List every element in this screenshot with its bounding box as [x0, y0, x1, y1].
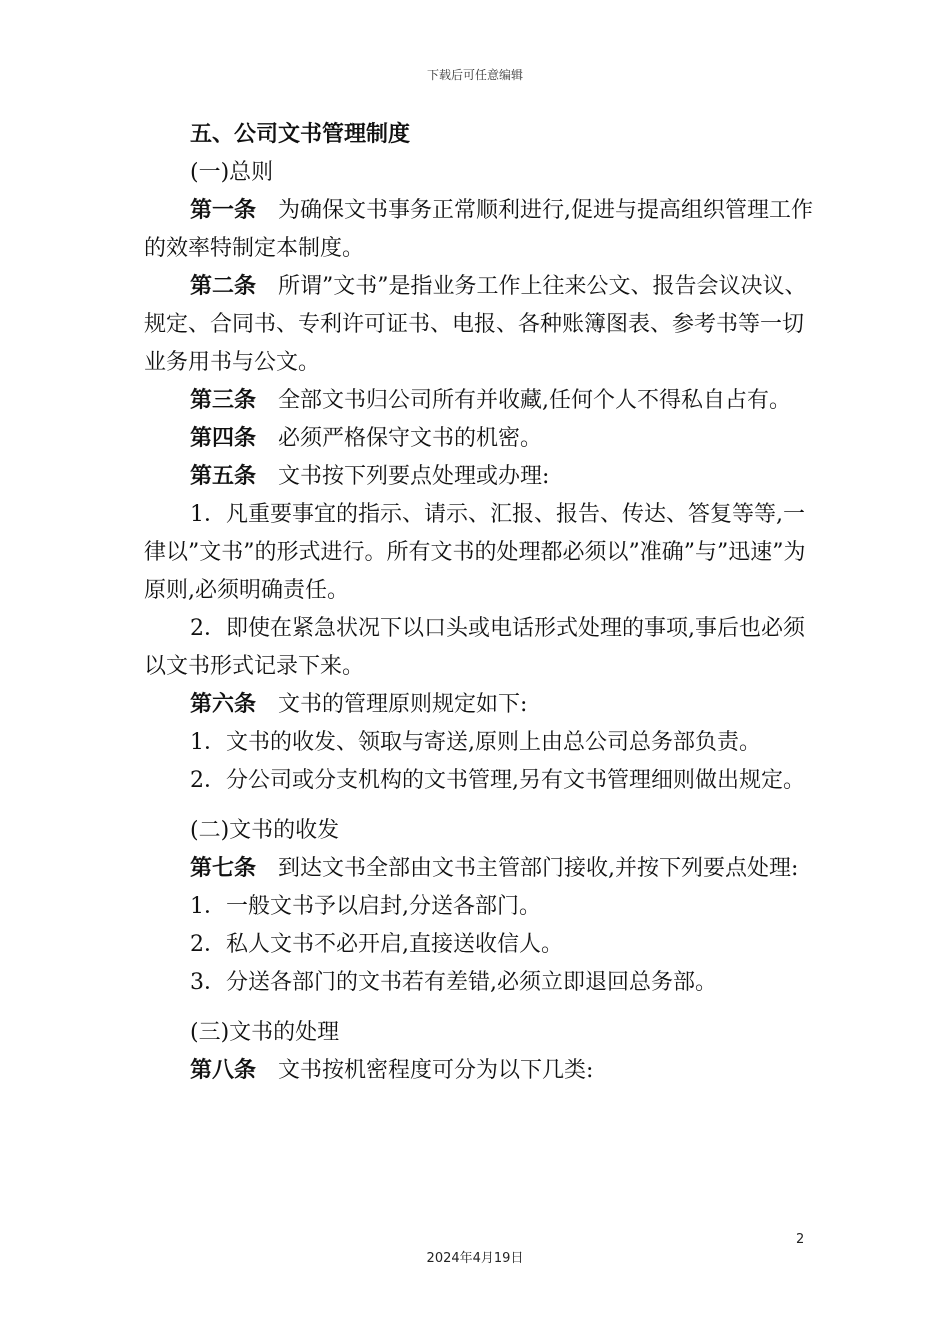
article-8-text: 文书按机密程度可分为以下几类:: [278, 1058, 594, 1083]
article-2: [144, 268, 824, 382]
article-8-label: 第八条: [190, 1058, 257, 1083]
article-8: [144, 1052, 824, 1090]
article-7: [144, 850, 824, 888]
paragraph-gap: [144, 1002, 824, 1014]
subsection-receiving: (二)文书的收发: [190, 818, 340, 843]
paragraph-gap: [144, 800, 824, 812]
article-3-text: 全部文书归公司所有并收藏,任何个人不得私自占有。: [278, 388, 792, 413]
article-7-text: 到达文书全部由文书主管部门接收,并按下列要点处理:: [278, 856, 799, 881]
article-7-item-2: 2．私人文书不必开启,直接送收信人。: [190, 932, 563, 957]
page-number: 2: [796, 1232, 805, 1247]
article-5-item-2: 2．即使在紧急状况下以口头或电话形式处理的事项,事后也必须以文书形式记录下来。: [144, 616, 805, 679]
article-1-text: 为确保文书事务正常顺利进行,促进与提高组织管理工作的效率特制定本制度。: [144, 198, 814, 261]
subsection-general: (一)总则: [190, 160, 274, 185]
article-2-label: 第二条: [190, 274, 257, 299]
subsection-handling: (三)文书的处理: [190, 1020, 340, 1045]
article-1: [144, 192, 824, 268]
page-header: 下载后可任意编辑: [426, 68, 523, 82]
article-6-item-2: 2．分公司或分支机构的文书管理,另有文书管理细则做出规定。: [190, 768, 805, 793]
article-7-item-1: 1．一般文书予以启封,分送各部门。: [190, 894, 541, 919]
article-4: [144, 420, 824, 458]
article-7-item-3: 3．分送各部门的文书若有差错,必须立即退回总务部。: [190, 970, 717, 995]
document-body: [144, 116, 824, 1090]
article-6-text: 文书的管理原则规定如下:: [278, 692, 528, 717]
article-7-label: 第七条: [190, 856, 257, 881]
article-6-label: 第六条: [190, 692, 257, 717]
article-4-text: 必须严格保守文书的机密。: [278, 426, 543, 451]
article-2-text: 所谓”文书”是指业务工作上往来公文、报告会议决议、规定、合同书、专利许可证书、电报、各种账簿图表、参考书等一切业务用书与公文。: [144, 274, 807, 375]
article-6-item-1: 1．文书的收发、领取与寄送,原则上由总公司总务部负责。: [190, 730, 761, 755]
article-1-label: 第一条: [190, 198, 257, 223]
article-5-label: 第五条: [190, 464, 257, 489]
article-3: [144, 382, 824, 420]
page-footer-date: 2024年4月19日: [426, 1251, 524, 1266]
article-4-label: 第四条: [190, 426, 257, 451]
article-5-item-1: 1．凡重要事宜的指示、请示、汇报、报告、传达、答复等等,一律以”文书”的形式进行。所有文书的处理都必须以”准确”与”迅速”为原则,必须明确责任。: [144, 502, 806, 603]
article-6: [144, 686, 824, 724]
article-5: [144, 458, 824, 496]
section-title: 五、公司文书管理制度: [190, 122, 411, 147]
article-3-label: 第三条: [190, 388, 257, 413]
article-5-text: 文书按下列要点处理或办理:: [278, 464, 550, 489]
